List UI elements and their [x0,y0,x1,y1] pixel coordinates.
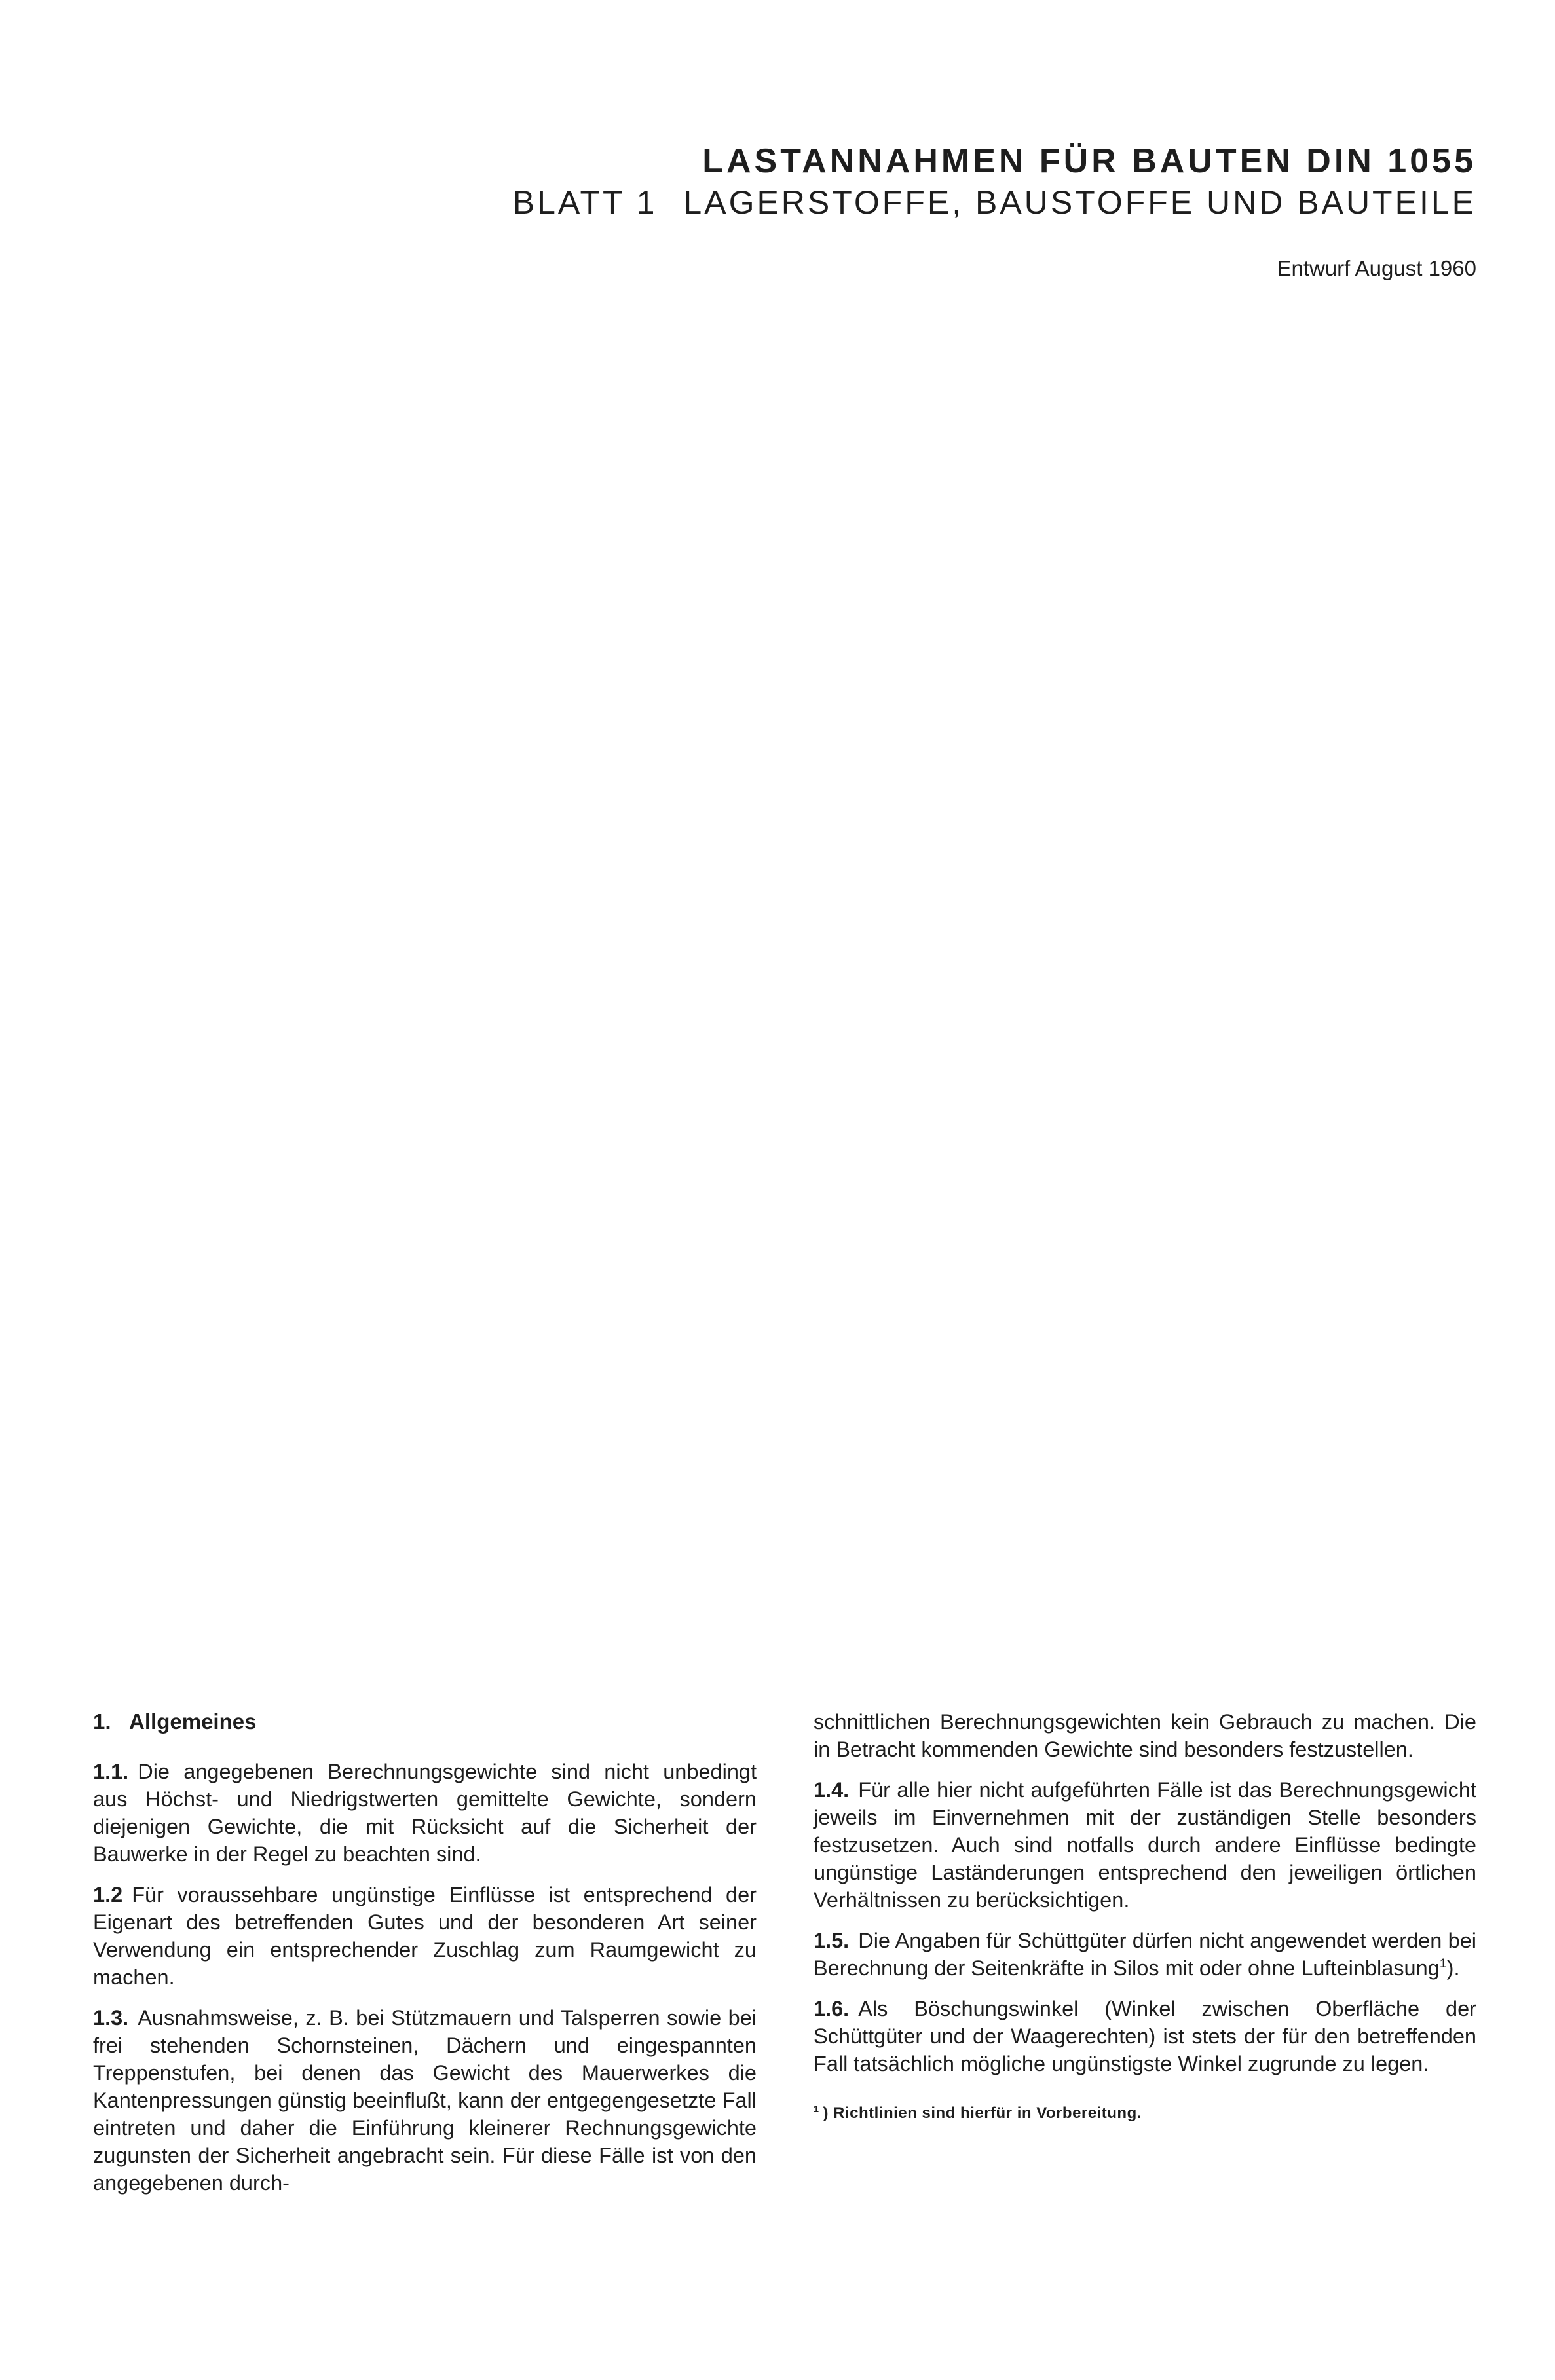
paragraph-continuation: schnittlichen Berechnungsgewichten kein Gebrauch zu machen. Die in Betracht kommenden Gewichte sind besonders festzustellen. [814,1710,1476,1761]
footnote-text: ) Richtlinien sind hierfür in Vorbereitung. [823,2104,1142,2122]
paragraph-number: 1.3. [93,2006,129,2030]
section-heading [93,1708,757,1736]
paragraph-tail: ). [1446,1956,1460,1980]
left-column [93,1708,757,2210]
paragraph-text: Als Böschungswinkel (Winkel zwischen Oberfläche der Schüttgüter und der Waagerechten) ist stets der für den betreffenden Fall tatsächlich mögliche ungünstigste Winkel zugrunde zu legen. [814,1997,1476,2075]
paragraph-number: 1.6. [814,1997,850,2020]
paragraph-1-5 [814,1927,1476,1982]
sheet-topic: LAGERSTOFFE, BAUSTOFFE UND BAUTEILE [683,184,1476,221]
right-column [814,1708,1476,2123]
draft-date: Entwurf August 1960 [1277,256,1476,280]
paragraph-1-3 [93,2004,757,2197]
paragraph-text: Die Angaben für Schüttgüter dürfen nicht angewendet werden bei Berechnung der Seitenkräfte in Silos mit oder ohne Lufteinblasung [814,1929,1476,1980]
paragraph-number: 1.1. [93,1760,129,1783]
paragraph-text: Ausnahmsweise, z. B. bei Stützmauern und Talsperren sowie bei frei stehenden Schornsteinen, Dächern und eingespannten Treppenstufen, bei denen das Gewicht des Mauerwerkes die Kantenpressungen günstig beeinflußt, kann der entgegengesetzte Fall eintreten und daher die Einführung kleinerer Rechnungsgewichte zugunsten der Sicherheit angebracht sein. Für diese Fälle ist von den angegebenen durch- [93,2006,757,2195]
paragraph-number: 1.5. [814,1929,850,1952]
paragraph-number: 1.2 [93,1883,123,1906]
document-subtitle [513,182,1476,223]
section-number: 1. [93,1709,111,1734]
paragraph-1-1 [93,1758,757,1868]
footnote [814,2104,1476,2123]
document-header [513,140,1476,282]
paragraph-1-2 [93,1881,757,1991]
paragraph-1-6 [814,1995,1476,2077]
section-title: Allgemeines [129,1709,257,1734]
sheet-label: BLATT 1 [512,184,658,221]
paragraph-text: Für alle hier nicht aufgeführten Fälle ist das Berechnungsgewicht jeweils im Einvernehmen mit der zuständigen Stelle besonders festzusetzen. Auch sind notfalls durch andere Einflüsse bedingte ungünstige Laständerungen entsprechend den jeweiligen örtlichen Verhältnissen zu berücksichtigen. [814,1778,1476,1912]
footnote-reference: 1 [1439,1956,1447,1971]
document-title: LASTANNAHMEN FÜR BAUTEN DIN 1055 [702,142,1476,180]
paragraph-1-4 [814,1776,1476,1914]
footnote-mark: 1 [814,2104,819,2115]
paragraph-text: Für voraussehbare ungünstige Einflüsse ist entsprechend der Eigenart des betreffenden Gutes und der besonderen Art seiner Verwendung ein entsprechender Zuschlag zum Raumgewicht zu machen. [93,1883,757,1989]
paragraph-number: 1.4. [814,1778,850,1802]
paragraph-text: Die angegebenen Berechnungsgewichte sind nicht unbedingt aus Höchst- und Niedrigstwerten gemittelte Gewichte, sondern diejenigen Gewichte, die mit Rücksicht auf die Sicherheit der Bauwerke in der Regel zu beachten sind. [93,1760,757,1866]
